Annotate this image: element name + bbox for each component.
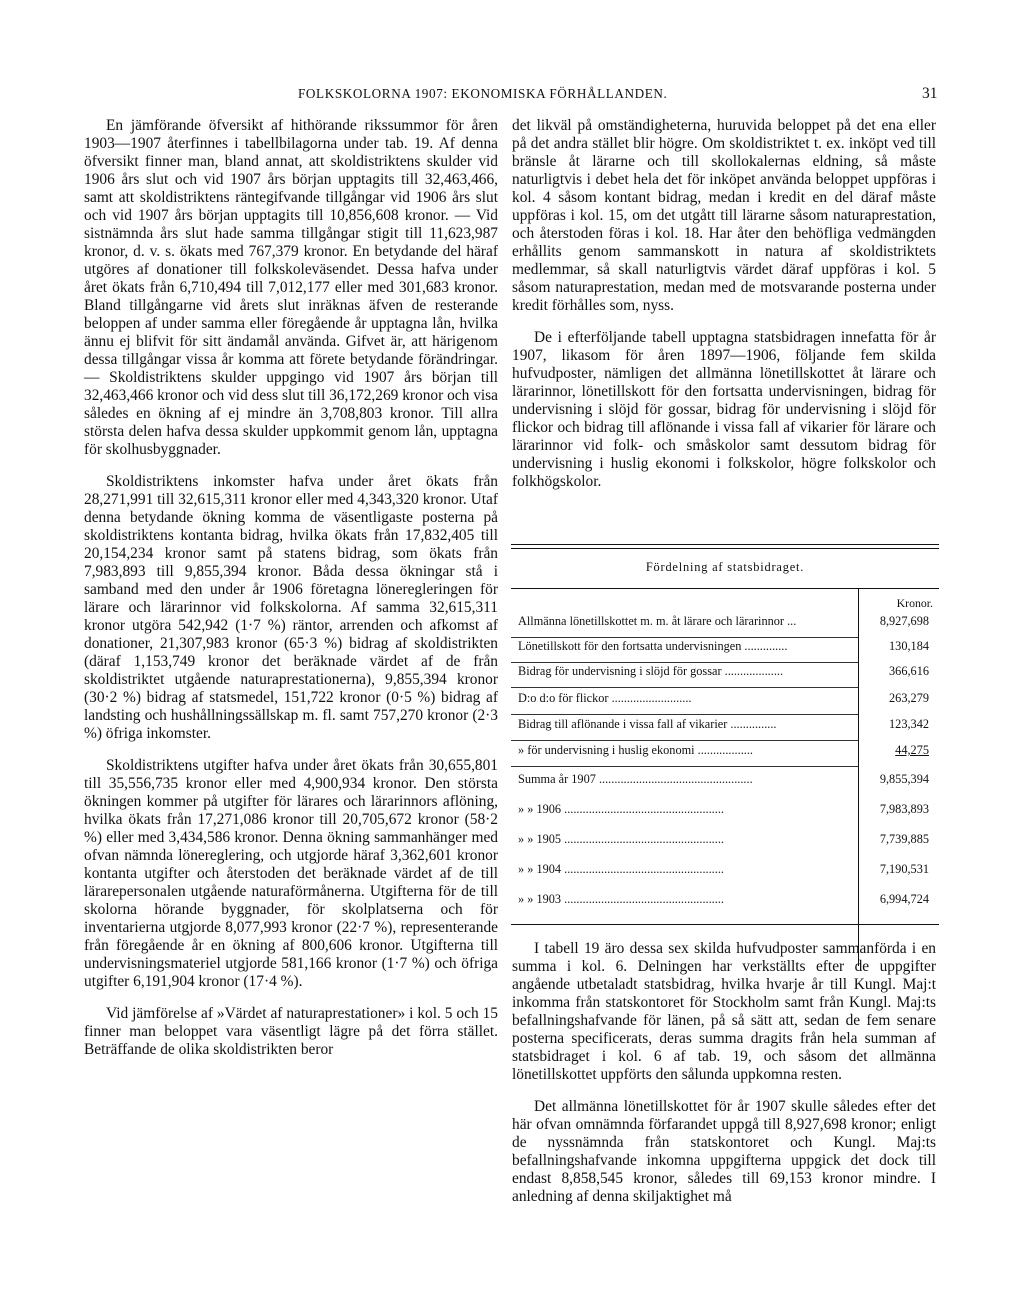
table-row: [511, 743, 939, 767]
table-row: [511, 772, 939, 796]
table-row: [511, 614, 939, 638]
table-row: [511, 664, 939, 688]
row-value: 44,275: [895, 743, 929, 757]
running-header: [0, 86, 1024, 106]
row-value: 7,983,893: [879, 802, 929, 816]
row-separator: [511, 687, 858, 688]
row-label: » » 1904 ....................................................: [518, 862, 724, 876]
table-unit-header: Kronor.: [896, 596, 933, 610]
row-value: 7,190,531: [879, 862, 929, 876]
row-label: » » 1903 ....................................................: [518, 892, 724, 906]
paragraph: De i efterföljande tabell upptagna statsbidragen innefatta för år 1907, likasom för åren 1897—1906, följande fem skilda hufvudposter, nämligen det allmänna lönetillskottet åt lärare och lärarinnor, lönetillskott för den fortsatta undervisningen, bidrag för undervisning i slöjd för gossar, bidrag för undervisning i slöjd för flickor och bidrag till aflönande i vissa fall af vikarier för lärare och lärarinnor vid folk- och småskolor samt dessutom bidrag för undervisning i huslig ekonomi i folkskolor, högre folkskolor och folkhögskolor.: [512, 329, 936, 490]
table-row: [511, 639, 939, 663]
table-header-rule: [511, 588, 939, 589]
row-value: 263,279: [889, 691, 929, 705]
paragraph: Skoldistriktens utgifter hafva under året ökats från 30,655,801 till 35,556,735 kronor eller med 4,900,934 kronor. Den största ökningen kommer på utgifter för lärares och lärarinnors aflöning, hvilka ökats från 17,271,086 kronor till 20,705,672 kronor (58·2 %) eller med 3,434,586 kronor. Denna ökning sammanhänger med ofvan nämnda lönereglering, och utgjorde häraf 3,362,601 kronor kontanta utgifter och återstoden det beräknade värdet af de till lärarepersonalen utgående naturaförmånerna. Utgifterna för de till skolorna hörande byggnader, för skolplatserna och för inventarierna utgjorde 8,077,993 kronor (22·7 %), representerande från föregående år en ökning af 800,606 kronor. Utgifterna till undervisningsmateriel utgjorde 581,166 kronor (1·7 %) och öfriga utgifter 6,191,904 kronor (17·4 %).: [84, 757, 498, 990]
statsbidrag-table: [511, 544, 939, 969]
paragraph: Skoldistriktens inkomster hafva under året ökats från 28,271,991 till 32,615,311 kronor eller med 4,343,320 kronor. Utaf denna betydande ökning komma de väsentligaste posterna på skoldistriktens kontanta bidrag, hvilka ökats från 17,832,405 till 20,154,234 kronor samt på statens bidrag, som ökats från 7,983,893 till 9,855,394 kronor. Båda dessa ökningar stå i samband med den under år 1906 företagna löneregleringen för lärare och lärarinnor vid folkskolorna. Af samma 32,615,311 kronor utgöra 542,942 (1·7 %) räntor, arrenden och afkomst af donationer, 21,307,983 kronor (65·3 %) bidrag af skoldistrikten (däraf 1,153,749 kronor det beräknade värdet af de från skoldistriktet utgående naturaprestationerna), 9,855,394 kronor (30·2 %) bidrag af statsmedel, 151,722 kronor (0·5 %) bidrag af landsting och hushållningssällskap m. fl. samt 757,270 kronor (2·3 %) öfriga inkomster.: [84, 473, 498, 742]
row-label: Bidrag för undervisning i slöjd för gossar ...................: [518, 664, 784, 678]
table-row: [511, 832, 939, 856]
table-row: [511, 802, 939, 826]
table-top-rule: [511, 544, 939, 545]
row-label: Summa år 1907 ..................................................: [518, 772, 753, 786]
row-value: 6,994,724: [879, 892, 929, 906]
table-row: [511, 862, 939, 886]
right-column-bottom: [512, 940, 936, 1206]
row-value: 123,342: [889, 717, 929, 731]
left-column: [84, 117, 498, 1059]
row-label: D:o d:o för flickor ..........................: [518, 691, 692, 705]
row-separator: [511, 766, 858, 767]
table-row: [511, 892, 939, 916]
row-label: Allmänna lönetillskottet m. m. åt lärare och lärarinnor ...: [518, 614, 797, 628]
paragraph: Vid jämförelse af »Värdet af naturaprestationer» i kol. 5 och 15 finner man beloppet vara väsentligt lägre på det förra stället. Beträffande de olika skoldistrikten beror: [84, 1005, 498, 1058]
row-value: 7,739,885: [879, 832, 929, 846]
row-label: » » 1906 ....................................................: [518, 802, 724, 816]
paragraph: Det allmänna lönetillskottet för år 1907 skulle således efter det här ofvan omnämnda förfarandet uppgå till 8,927,698 kronor; enligt de nyssnämnda från statskontoret och Kungl. Maj:ts befallningshafvande inkomna uppgifterna uppgick det dock till endast 8,858,545 kronor, således till 69,153 kronor mindre. I anledning af denna skiljaktighet må: [512, 1098, 936, 1205]
row-label: » för undervisning i huslig ekonomi ..................: [518, 743, 753, 757]
table-row: [511, 691, 939, 715]
row-label: Bidrag till aflönande i vissa fall af vikarier ...............: [518, 717, 777, 731]
row-separator: [511, 637, 858, 638]
right-column-top: [512, 117, 936, 491]
row-label: » » 1905 ....................................................: [518, 832, 724, 846]
row-separator: [511, 740, 858, 741]
paragraph: I tabell 19 äro dessa sex skilda hufvudposter sammanförda i en summa i kol. 6. Delningen har verkställts efter de uppgifter angående utbetaladt statsbidrag, hvilka hvarje år till Kungl. Maj:t inkomma från statskontoret för Stockholm samt från Kungl. Maj:ts befallningshafvande för länen, på så sätt att, sedan de fem senare posterna specificerats, deras summa dragits från hela summan af statsbidraget i kol. 6 af tab. 19, och såsom det allmänna lönetillskottet uppförts den sålunda uppkomna resten.: [512, 940, 936, 1083]
row-value: 8,927,698: [879, 614, 929, 628]
row-value: 9,855,394: [879, 772, 929, 786]
row-separator: [511, 714, 858, 715]
paragraph: det likväl på omständigheterna, huruvida beloppet på det ena eller på det andra stället blir högre. Om skoldistriktet t. ex. inköpt ved till bränsle åt lärarne och till skollokalernas eldning, så måste naturligtvis i debet hela det för inköpet använda beloppet uppföras i kol. 4 såsom kontant bidrag, medan i kredit en del däraf måste uppföras i kol. 15, om det utgått till lärarne såsom naturaprestation, och återstoden föras i kol. 18. Har åter den behöfliga vedmängden erhållits genom sammanskott in natura af skoldistriktets medlemmar, så skall naturligtvis värdet däraf uppföras i kol. 5 såsom naturaprestation, medan med de motsvarande posterna under kredit förhålles som, nyss.: [512, 117, 936, 314]
paragraph: En jämförande öfversikt af hithörande rikssummor för åren 1903—1907 återfinnes i tabellbilagorna under tab. 19. Af denna öfversikt finner man, bland annat, att skoldistriktens skulder vid 1906 års slut och vid 1907 års början upptagits till 32,463,466, samt att skoldistriktens räntegifvande tillgångar vid 1906 års slut och vid 1907 års början upptagits till 10,856,608 kronor. — Vid sistnämnda års slut hade samma tillgångar stigit till 11,623,987 kronor, d. v. s. ökats med 767,379 kronor. En betydande del häraf utgöres af donationer till folkskoleväsendet. Dessa hafva under året ökats från 6,710,494 till 7,012,177 eller med 301,683 kronor. Bland tillgångarne vid årets slut inräknas äfven de resterande beloppen af under samma eller föregående år upptagna lån, hvilka ännu ej blifvit för sitt ändamål använda. Gifvet är, att härigenom dessa tillgångar vissa år komma att förete betydande förändringar. — Skoldistriktens skulder uppgingo vid 1907 års början till 32,463,466 kronor och vid dess slut till 36,172,269 kronor och visa således en ökning af ej mindre än 3,708,803 kronor. Till allra största delen hafva dessa skulder uppkommit genom lån, upptagna för skolhusbyggnader.: [84, 117, 498, 458]
row-value: 130,184: [889, 639, 929, 653]
row-label: Lönetillskott för den fortsatta undervisningen ..............: [518, 639, 788, 653]
row-value: 366,616: [889, 664, 929, 678]
table-caption: Fördelning af statsbidraget.: [645, 560, 805, 574]
table-row: [511, 717, 939, 741]
page-header-title: FOLKSKOLORNA 1907: EKONOMISKA FÖRHÅLLANDEN.: [298, 86, 668, 101]
row-separator: [511, 662, 858, 663]
table-top-rule-thin: [511, 548, 939, 549]
page-number: 31: [922, 85, 938, 102]
table-bottom-rule: [511, 924, 939, 925]
